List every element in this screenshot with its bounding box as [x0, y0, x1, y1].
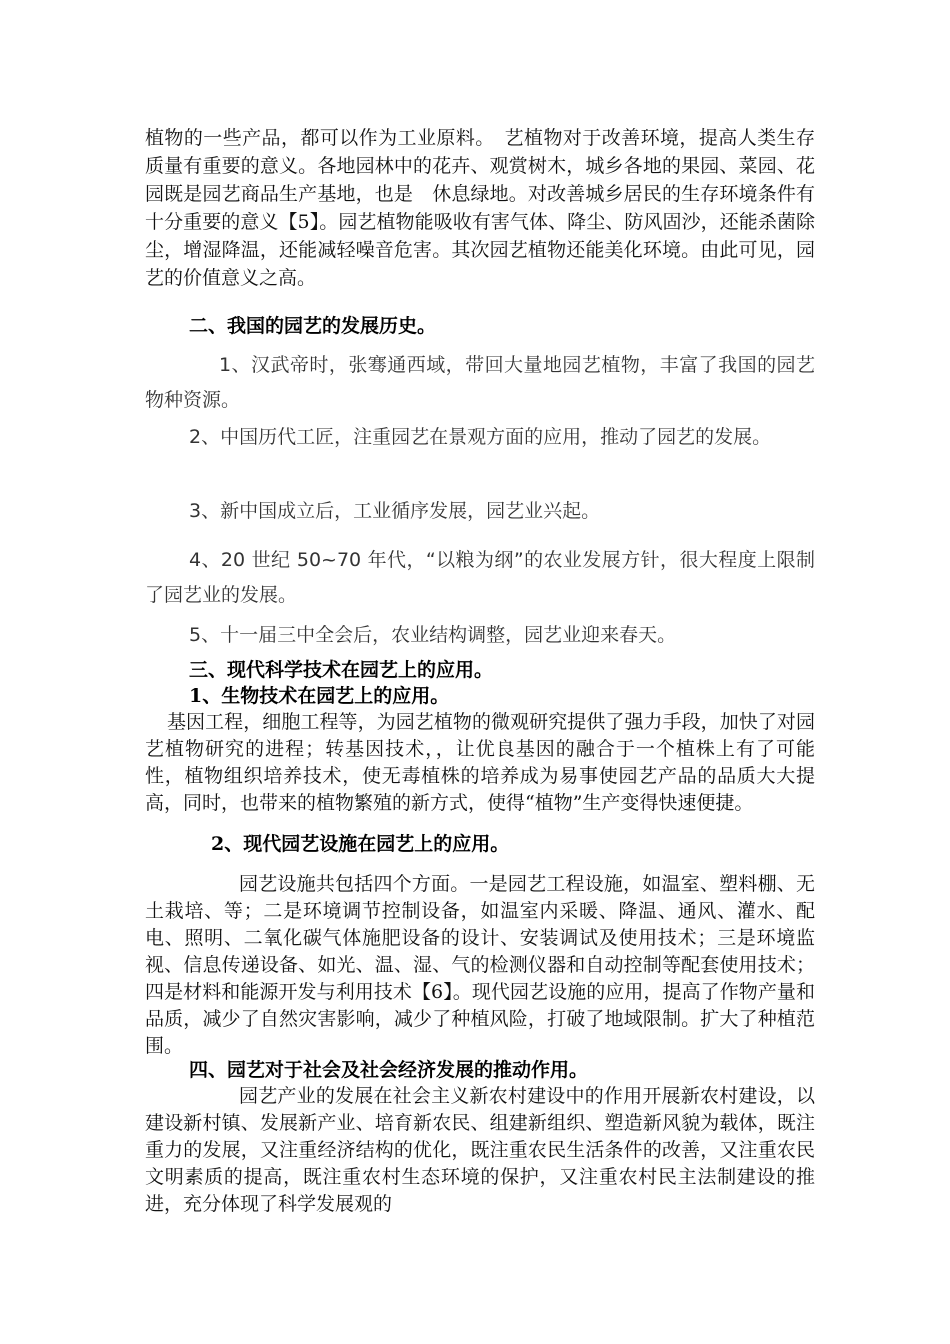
history-item-1: 1、汉武帝时，张骞通西域，带回大量地园艺植物，丰富了我国的园艺物种资源。	[145, 354, 815, 411]
history-item-3: 3、新中国成立后，工业循序发展，园艺业兴起。	[189, 500, 601, 522]
biotech-paragraph: 基因工程，细胞工程等，为园艺植物的微观研究提供了强力手段，加快了对园艺植物研究的进程；转基因技术，，让优良基因的融合于一个植株上有了可能性，植物组织培养技术，使无毒植株的培养成为易事使园艺产品的品质大大提高，同时，也带来的植物繁殖的新方式，使得“植物”生产变得快速便捷。	[145, 711, 815, 814]
history-item-5: 5、十一届三中全会后，农业结构调整，园艺业迎来春天。	[189, 624, 677, 646]
subsection-heading-3-1: 1、生物技术在园艺上的应用。	[189, 685, 450, 707]
subsection-heading-3-2: 2、现代园艺设施在园艺上的应用。	[211, 833, 510, 855]
history-item-2: 2、中国历代工匠，注重园艺在景观方面的应用，推动了园艺的发展。	[189, 426, 772, 448]
intro-paragraph: 植物的一些产品，都可以作为工业原料。 艺植物对于改善环境，提高人类生存质量有重要的意义。各地园林中的花卉、观赏树木，城乡各地的果园、菜园、花园既是园艺商品生产基地，也是 休息绿地。对改善城乡居民的生存环境条件有十分重要的意义【5】。园艺植物能吸收有害气体、降尘、防风固沙，还能杀菌除尘，增湿降温，还能减轻噪音危害。其次园艺植物还能美化环境。由此可见，园艺的价值意义之高。	[145, 127, 815, 289]
section-heading-2: 二、我国的园艺的发展历史。	[189, 315, 437, 337]
section-heading-3: 三、现代科学技术在园艺上的应用。	[189, 659, 494, 681]
section-heading-4: 四、园艺对于社会及社会经济发展的推动作用。	[189, 1059, 589, 1081]
facilities-paragraph: 园艺设施共包括四个方面。一是园艺工程设施，如温室、塑料棚、无土栽培、等；二是环境调节控制设备，如温室内采暖、降温、通风、灌水、配电、照明、二氧化碳气体施肥设备的设计、安装调试及使用技术；三是环境监视、信息传递设备、如光、温、湿、气的检测仪器和自动控制等配套使用技术；四是材料和能源开发与利用技术【6】。现代园艺设施的应用，提高了作物产量和品质，减少了自然灾害影响，减少了种植风险，打破了地域限制。扩大了种植范围。	[145, 873, 815, 1057]
society-paragraph: 园艺产业的发展在社会主义新农村建设中的作用开展新农村建设，以建设新村镇、发展新产业、培育新农民、组建新组织、塑造新风貌为载体，既注重力的发展，又注重经济结构的优化，既注重农民生活条件的改善，又注重农民文明素质的提高，既注重农村生态环境的保护，又注重农村民主法制建设的推进，充分体现了科学发展观的	[145, 1085, 815, 1215]
history-item-4: 4、20 世纪 50~70 年代，“以粮为纲”的农业发展方针，很大程度上限制了园艺业的发展。	[145, 549, 815, 606]
